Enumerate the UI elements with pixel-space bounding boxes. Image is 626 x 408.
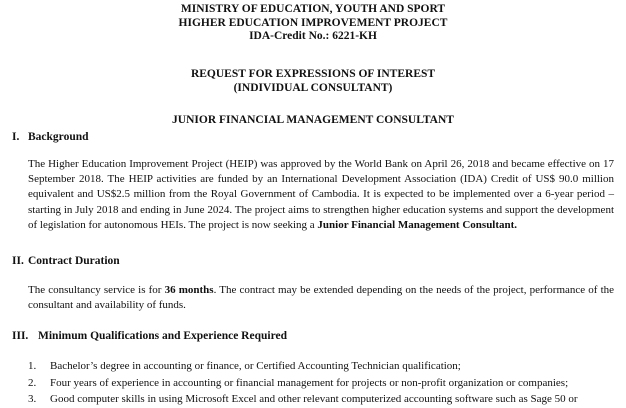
contract-paragraph (28, 283, 614, 313)
section-title: Background (28, 131, 89, 143)
qualifications-list (28, 358, 618, 408)
list-item (28, 391, 618, 408)
list-item-text: Bachelor’s degree in accounting or finance, or Certified Accounting Technician qualification; (50, 360, 461, 372)
list-item-number: 3. (28, 393, 37, 405)
paragraph-emphasis: 36 months (164, 284, 214, 296)
paragraph-text: The consultancy service is for (28, 284, 165, 296)
section-number: I. (12, 131, 20, 143)
background-paragraph (28, 157, 614, 233)
ministry-name: MINISTRY OF EDUCATION, YOUTH AND SPORT (180, 3, 446, 15)
list-item-number: 1. (28, 360, 37, 372)
list-item (28, 358, 618, 375)
list-item (28, 375, 618, 392)
section-heading-contract (12, 255, 120, 267)
list-item-text: Four years of experience in accounting or financial management for projects or non-profit organization or companies; (50, 376, 569, 389)
section-number: III. (12, 330, 29, 342)
section-heading-qualifications (12, 330, 287, 342)
list-item-text: Good computer skills in using Microsoft Excel and other relevant computerized accounting software such as Sage 50 or (50, 393, 578, 405)
request-subtitle: (INDIVIDUAL CONSULTANT) (233, 81, 393, 94)
credit-number: IDA-Credit No.: 6221-KH (249, 30, 377, 42)
list-item-number: 2. (28, 376, 37, 389)
document-header (0, 3, 626, 44)
section-title: Contract Duration (28, 255, 120, 267)
position-title: JUNIOR FINANCIAL MANAGEMENT CONSULTANT (172, 114, 454, 126)
paragraph-emphasis: Junior Financial Management Consultant. (317, 218, 518, 231)
section-number: II. (12, 255, 24, 267)
project-name: HIGHER EDUCATION IMPROVEMENT PROJECT (178, 16, 448, 29)
section-title: Minimum Qualifications and Experience Required (38, 330, 287, 342)
paragraph-text: The Higher Education Improvement Project (HEIP) was approved by the World Bank on April 26, 2018 and became effective on 17 September 2018. The HEIP activities are funded by an International Development Association (IDA) Credit of US$ 90.0 million equivalent and US$2.5 million from the Royal Government of Cambodia. It is expected to be implemented over a 6-year period – starting in July 2018 and ending in June 2024. The project aims to strengthen higher education systems and support the development of legislation for autonomous HEIs. The project is now seeking a (28, 158, 614, 231)
request-title: REQUEST FOR EXPRESSIONS OF INTEREST (190, 68, 436, 80)
request-heading (0, 68, 626, 95)
section-heading-background (12, 131, 89, 143)
paragraph-text: . The contract may be extended depending on the needs of the project, performance of the consultant and availability of funds. (28, 284, 615, 312)
